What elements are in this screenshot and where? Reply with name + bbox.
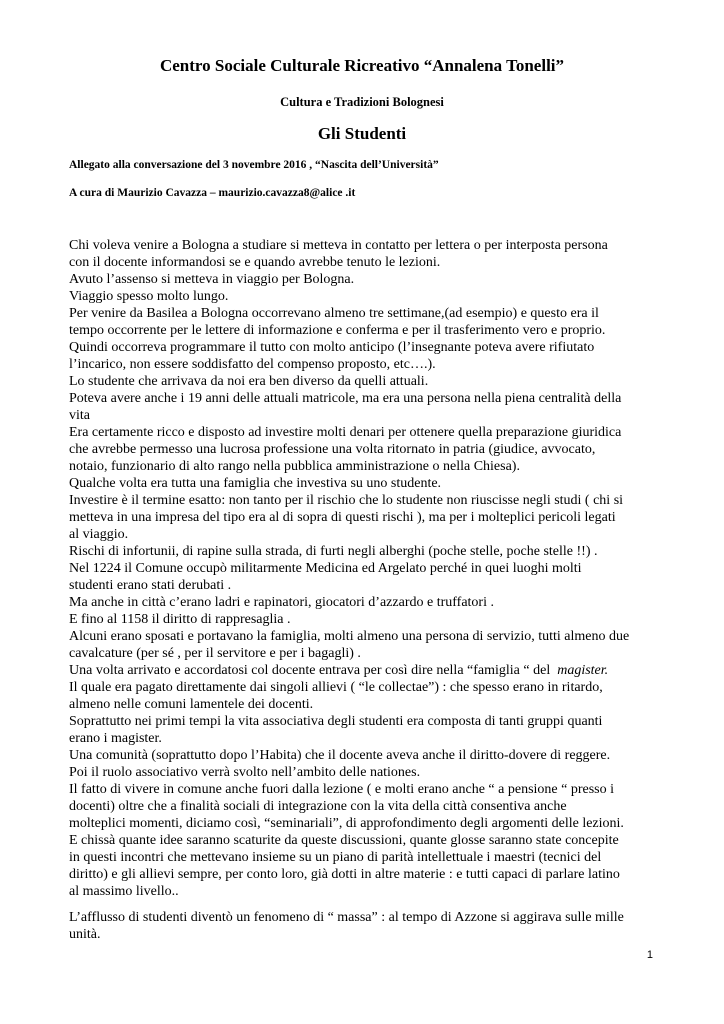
body-line: L’afflusso di studenti diventò un fenomeno di “ massa” : al tempo di Azzone si aggirava sulle mille — [69, 910, 624, 925]
body-line: E chissà quante idee saranno scaturite da queste discussioni, quante glosse saranno state concepite — [69, 833, 619, 848]
body-text — [69, 237, 659, 943]
body-line: Investire è il termine esatto: non tanto per il rischio che lo studente non riuscisse negli studi ( chi si — [69, 493, 624, 508]
page-number: 1 — [646, 949, 653, 961]
body-line: Rischi di infortunii, di rapine sulla strada, di furti negli alberghi (poche stelle, poche stelle !!) . — [69, 544, 598, 559]
body-line: Lo studente che arrivava da noi era ben diverso da quelli attuali. — [69, 374, 429, 389]
body-line: metteva in una impresa del tipo era al di sopra di questi rischi ), ma per i molteplici pericoli legati — [69, 510, 616, 525]
body-line: Quindi occorreva programmare il tutto con molto anticipo (l’insegnante poteva avere rifiutato — [69, 340, 595, 355]
attachment-note: Allegato alla conversazione del 3 novembre 2016 , “Nascita dell’Università” — [69, 159, 439, 171]
body-line-with-italic — [69, 662, 659, 679]
body-line: molteplici momenti, diciamo così, “seminariali”, di approfondimento degli argomenti delle lezioni. — [69, 816, 624, 831]
body-line: Era certamente ricco e disposto ad investire molti denari per ottenere quella preparazione giuridica — [69, 425, 622, 440]
body-line: docenti) oltre che a finalità sociali di integrazione con la vita della città consentiva anche — [69, 799, 567, 814]
body-line: Una comunità (soprattutto dopo l’Habita) che il docente aveva anche il diritto-dovere di reggere. — [69, 748, 611, 763]
body-line: almeno nelle comuni lamentele dei docenti. — [69, 697, 314, 712]
body-line: l’incarico, non essere soddisfatto del compenso proposto, etc….). — [69, 357, 436, 372]
body-line: vita — [69, 408, 90, 423]
body-line: Il quale era pagato direttamente dai singoli allievi ( “le collectae”) : che spesso erano in ritardo, — [69, 680, 603, 695]
body-line: in questi incontri che mettevano insieme su un piano di parità intellettuale i maestri (tecnici del — [69, 850, 602, 865]
body-line: tempo occorrente per le lettere di informazione e conferma e per il trasferimento vero e proprio. — [69, 323, 606, 338]
body-line: Poteva avere anche i 19 anni delle attuali matricole, ma era una persona nella piena centralità della — [69, 391, 622, 406]
body-line: Soprattutto nei primi tempi la vita associativa degli studenti era composta di tanti gruppi quanti — [69, 714, 603, 729]
body-line: studenti erano stati derubati . — [69, 578, 232, 593]
body-line: diritto) e gli allievi sempre, per conto loro, già dotti in altre materie : e tutti capaci di parlare latino — [69, 867, 620, 882]
body-line: Il fatto di vivere in comune anche fuori dalla lezione ( e molti erano anche “ a pensione “ presso i — [69, 782, 615, 797]
body-line: Una volta arrivato e accordatosi col docente entrava per così dire nella “famiglia “ del — [69, 663, 551, 678]
body-line: erano i magister. — [69, 731, 162, 746]
body-line: che avrebbe permesso una lucrosa professione una volta ritornato in patria (giudice, avvocato, — [69, 442, 596, 457]
body-line: con il docente informandosi se e quando avrebbe tenuto le lezioni. — [69, 255, 441, 270]
body-line: unità. — [69, 927, 101, 942]
body-line: notaio, funzionario di alto rango nella pubblica amministrazione o nella Chiesa). — [69, 459, 520, 474]
body-line: Qualche volta era tutta una famiglia che investiva su uno studente. — [69, 476, 442, 491]
magister-italic: magister. — [557, 663, 609, 678]
body-line: Per venire da Basilea a Bologna occorrevano almeno tre settimane,(ad esempio) e questo era il — [69, 306, 599, 321]
body-line: Avuto l’assenso si metteva in viaggio per Bologna. — [69, 272, 355, 287]
body-line: al massimo livello.. — [69, 884, 179, 899]
paragraph-gap — [69, 900, 659, 909]
body-line: Poi il ruolo associativo verrà svolto nell’ambito delle nationes. — [69, 765, 421, 780]
document-subtitle: Cultura e Tradizioni Bolognesi — [280, 95, 444, 109]
body-line: cavalcature (per sé , per il servitore e per i bagagli) . — [69, 646, 361, 661]
body-line: Alcuni erano sposati e portavano la famiglia, molti almeno una persona di servizio, tutti almeno due — [69, 629, 630, 644]
author-line: A cura di Maurizio Cavazza – maurizio.cavazza8@alice .it — [69, 187, 356, 199]
body-line: E fino al 1158 il diritto di rappresaglia . — [69, 612, 291, 627]
body-line: al viaggio. — [69, 527, 129, 542]
document-title: Centro Sociale Culturale Ricreativo “Annalena Tonelli” — [159, 56, 565, 75]
body-line: Viaggio spesso molto lungo. — [69, 289, 229, 304]
body-line: Chi voleva venire a Bologna a studiare si metteva in contatto per lettera o per interposta persona — [69, 238, 608, 253]
body-line: Ma anche in città c’erano ladri e rapinatori, giocatori d’azzardo e truffatori . — [69, 595, 494, 610]
section-title: Gli Studenti — [317, 124, 407, 143]
body-line: Nel 1224 il Comune occupò militarmente Medicina ed Argelato perché in quei luoghi molti — [69, 561, 582, 576]
